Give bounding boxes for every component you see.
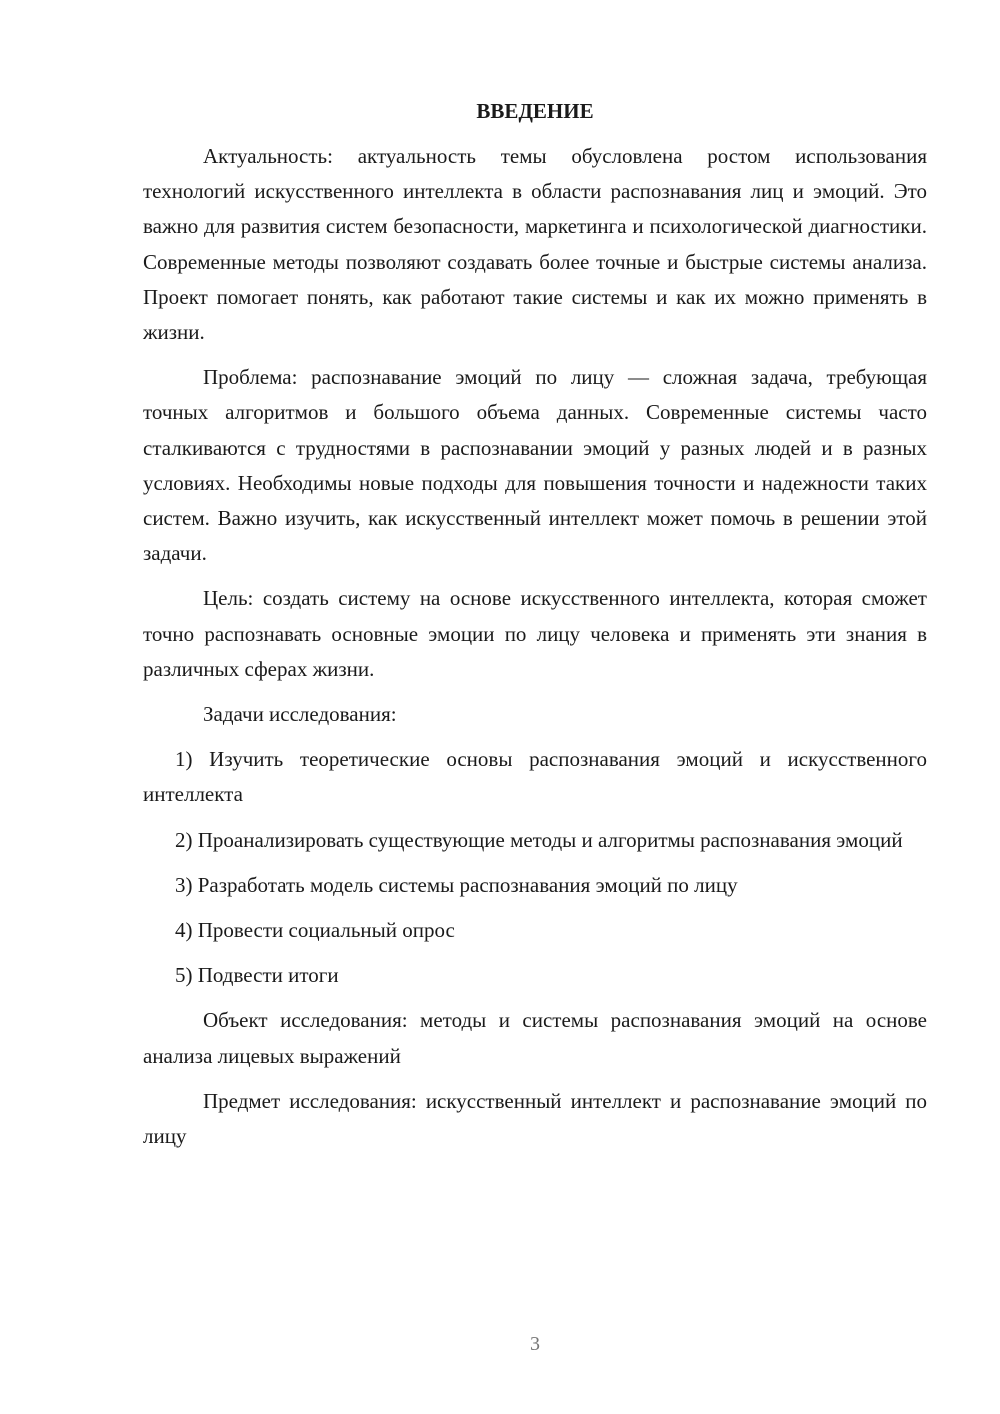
section-heading: ВВЕДЕНИЕ [476,99,594,123]
tasks-list [143,742,927,993]
task-item-1: 1) Изучить теоретические основы распознавания эмоций и искусственного интеллекта [143,747,927,807]
task-item-4: 4) Провести социальный опрос [175,918,455,943]
relevance-paragraph: Актуальность: актуальность темы обусловлена ростом использования технологий искусственного интеллекта в области распознавания лиц и эмоций. Это важно для развития систем безопасности, маркетинга и психологической диагностики. Современные методы позволяют создавать более точные и быстрые системы анализа. Проект помогает понять, как работают такие системы и как их можно применять в жизни. [143,144,927,345]
task-item-5: 5) Подвести итоги [175,963,339,988]
subject-paragraph: Предмет исследования: искусственный интеллект и распознавание эмоций по лицу [143,1088,927,1149]
page-content [143,94,927,1164]
problem-paragraph: Проблема: распознавание эмоций по лицу — сложная задача, требующая точных алгоритмов и большого объема данных. Современные системы часто сталкиваются с трудностями в распознавании эмоций у разных людей и в разных условиях. Необходимы новые подходы для повышения точности и надежности таких систем. Важно изучить, как искусственный интеллект может помочь в решении этой задачи. [143,365,927,566]
tasks-title: Задачи исследования: [203,702,397,727]
task-item-3: 3) Разработать модель системы распознавания эмоций по лицу [175,872,738,897]
goal-paragraph: Цель: создать систему на основе искусственного интеллекта, которая сможет точно распознавать основные эмоции по лицу человека и применять эти знания в различных сферах жизни. [143,586,927,681]
page-number: 3 [530,1333,540,1355]
object-paragraph: Объект исследования: методы и системы распознавания эмоций на основе анализа лицевых выражений [143,1008,927,1068]
task-item-2: 2) Проанализировать существующие методы и алгоритмы распознавания эмоций [175,827,903,852]
